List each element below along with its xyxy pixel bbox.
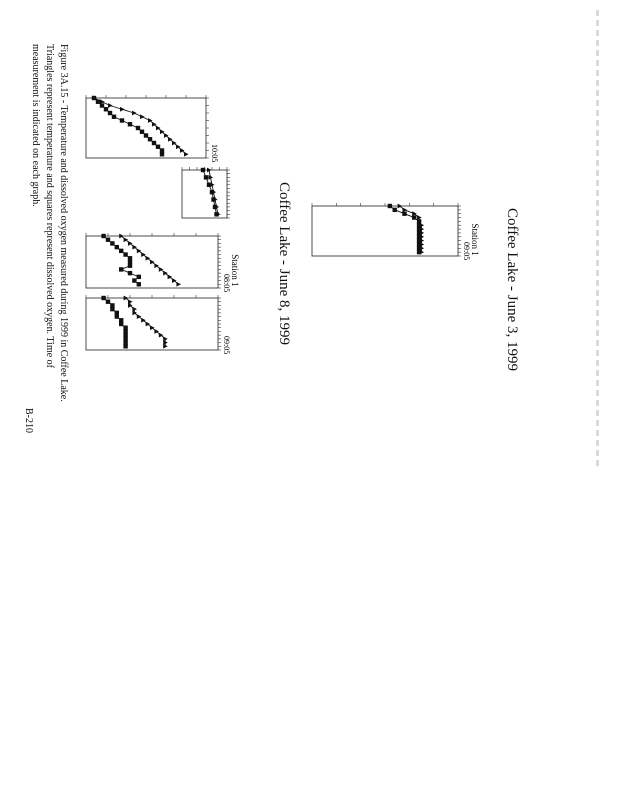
- data-point-square: [207, 183, 211, 187]
- data-point-square: [106, 238, 110, 242]
- station-time: 09:05: [222, 336, 231, 355]
- data-point-triangle: [216, 212, 221, 217]
- data-point-square: [108, 111, 112, 115]
- data-point-square: [115, 311, 119, 315]
- data-point-square: [115, 245, 119, 249]
- data-point-square: [137, 275, 141, 279]
- data-point-square: [388, 204, 392, 208]
- data-point-triangle: [168, 274, 173, 279]
- station-title: Station 1: [470, 223, 480, 256]
- data-point-triangle: [420, 242, 425, 247]
- data-point-square: [119, 318, 123, 322]
- data-point-square: [214, 212, 218, 216]
- data-point-square: [123, 337, 127, 341]
- data-point-square: [417, 235, 421, 239]
- station-time: 08:05: [222, 274, 231, 293]
- data-point-triangle: [137, 248, 142, 253]
- data-point-triangle: [154, 263, 159, 268]
- data-point-triangle: [163, 336, 168, 341]
- data-point-square: [96, 100, 100, 104]
- data-point-square: [156, 145, 160, 149]
- data-point-triangle: [402, 207, 407, 212]
- data-point-triangle: [159, 333, 164, 338]
- data-point-square: [101, 234, 105, 238]
- data-point-triangle: [420, 238, 425, 243]
- data-point-square: [402, 211, 406, 215]
- data-point-square: [110, 307, 114, 311]
- data-point-square: [417, 219, 421, 223]
- series-line-1: [126, 298, 166, 346]
- data-point-square: [100, 103, 104, 107]
- station-time: 09:05: [462, 242, 471, 261]
- data-point-square: [123, 326, 127, 330]
- data-point-triangle: [417, 219, 422, 224]
- chart-frame: [86, 236, 218, 288]
- data-point-square: [160, 152, 164, 156]
- data-point-square: [204, 175, 208, 179]
- data-point-square: [144, 133, 148, 137]
- data-point-triangle: [156, 126, 161, 131]
- data-point-square: [393, 208, 397, 212]
- data-point-square: [136, 126, 140, 130]
- data-point-square: [140, 130, 144, 134]
- data-point-square: [128, 264, 132, 268]
- series-line-0: [94, 98, 162, 154]
- data-point-square: [119, 267, 123, 271]
- data-point-square: [210, 190, 214, 194]
- data-point-square: [123, 252, 127, 256]
- data-point-square: [132, 278, 136, 282]
- title-june8: Coffee Lake - June 8, 1999: [276, 182, 292, 346]
- data-point-square: [417, 223, 421, 227]
- data-point-triangle: [163, 340, 168, 345]
- series-line-0: [104, 298, 126, 346]
- data-point-square: [417, 242, 421, 246]
- series-line-0: [203, 170, 217, 214]
- data-point-square: [123, 344, 127, 348]
- data-point-square: [101, 296, 105, 300]
- data-point-triangle: [184, 152, 189, 157]
- data-point-square: [120, 118, 124, 122]
- data-point-triangle: [420, 223, 425, 228]
- data-point-triangle: [420, 246, 425, 251]
- series-line-1: [209, 170, 218, 214]
- data-point-triangle: [420, 250, 425, 255]
- data-point-triangle: [148, 118, 153, 123]
- data-point-triangle: [132, 111, 137, 116]
- data-point-triangle: [150, 325, 155, 330]
- data-point-triangle: [209, 175, 214, 180]
- data-point-triangle: [417, 215, 422, 220]
- data-point-square: [119, 322, 123, 326]
- data-point-triangle: [210, 182, 215, 187]
- data-point-triangle: [132, 310, 137, 315]
- data-point-triangle: [172, 141, 177, 146]
- data-point-triangle: [128, 303, 133, 308]
- chart-frame: [86, 98, 206, 158]
- data-point-square: [123, 329, 127, 333]
- data-point-triangle: [213, 197, 218, 202]
- data-point-triangle: [146, 256, 151, 261]
- data-point-square: [128, 256, 132, 260]
- station-title: Station 1: [230, 254, 240, 287]
- data-point-square: [119, 249, 123, 253]
- data-point-triangle: [207, 168, 212, 173]
- data-point-triangle: [420, 234, 425, 239]
- data-point-triangle: [119, 234, 124, 239]
- data-point-triangle: [124, 237, 129, 242]
- data-point-triangle: [140, 114, 145, 119]
- data-point-triangle: [163, 344, 168, 349]
- data-point-triangle: [120, 107, 125, 112]
- data-point-square: [123, 340, 127, 344]
- data-point-square: [417, 250, 421, 254]
- data-point-triangle: [176, 144, 181, 149]
- scan-header-strip: [596, 10, 599, 470]
- data-point-square: [106, 300, 110, 304]
- data-point-square: [115, 314, 119, 318]
- chart-frame: [182, 170, 227, 218]
- data-point-square: [92, 96, 96, 100]
- data-point-triangle: [150, 260, 155, 265]
- data-point-square: [128, 122, 132, 126]
- data-point-square: [148, 137, 152, 141]
- data-point-triangle: [163, 271, 168, 276]
- data-point-triangle: [412, 211, 417, 216]
- data-point-triangle: [168, 137, 173, 142]
- data-point-triangle: [146, 322, 151, 327]
- data-point-triangle: [152, 122, 157, 127]
- chart-frame: [312, 206, 458, 256]
- station-time: 10:05: [210, 144, 219, 163]
- series-line-1: [94, 98, 186, 154]
- chart-frame: [86, 298, 218, 350]
- data-point-square: [412, 215, 416, 219]
- data-point-square: [417, 238, 421, 242]
- data-point-square: [110, 241, 114, 245]
- data-point-triangle: [100, 99, 105, 104]
- data-point-triangle: [159, 267, 164, 272]
- data-point-triangle: [176, 282, 181, 287]
- data-point-triangle: [141, 318, 146, 323]
- data-point-triangle: [108, 103, 113, 108]
- data-point-triangle: [160, 129, 165, 134]
- data-point-square: [104, 107, 108, 111]
- figure-caption: Figure 3A.15 - Temperature and dissolved oxygen measured during 1999 in Coffee Lake. Triangles represent temperature and squares represent dissolved oxygen. Time of measurement is indicated on each graph.: [30, 44, 69, 402]
- data-point-square: [112, 115, 116, 119]
- data-point-square: [417, 231, 421, 235]
- data-point-square: [128, 260, 132, 264]
- data-point-triangle: [420, 227, 425, 232]
- data-point-square: [417, 246, 421, 250]
- series-line-0: [390, 206, 419, 252]
- data-point-triangle: [92, 96, 97, 101]
- data-point-triangle: [212, 190, 217, 195]
- data-point-square: [213, 205, 217, 209]
- data-point-square: [128, 271, 132, 275]
- data-point-triangle: [132, 307, 137, 312]
- data-point-square: [137, 282, 141, 286]
- data-point-square: [152, 141, 156, 145]
- data-point-triangle: [141, 252, 146, 257]
- series-line-1: [121, 236, 178, 284]
- data-point-triangle: [420, 231, 425, 236]
- data-point-triangle: [132, 245, 137, 250]
- data-point-square: [211, 197, 215, 201]
- data-point-triangle: [137, 314, 142, 319]
- page-number: B-210: [23, 408, 34, 433]
- data-point-triangle: [398, 204, 403, 209]
- data-point-square: [417, 227, 421, 231]
- data-point-triangle: [128, 241, 133, 246]
- data-point-triangle: [180, 148, 185, 153]
- data-point-triangle: [215, 205, 220, 210]
- data-point-triangle: [172, 278, 177, 283]
- series-line-1: [400, 206, 422, 252]
- data-point-triangle: [164, 133, 169, 138]
- data-point-triangle: [154, 329, 159, 334]
- data-point-square: [201, 168, 205, 172]
- data-point-square: [123, 333, 127, 337]
- data-point-square: [110, 303, 114, 307]
- data-point-square: [160, 148, 164, 152]
- data-point-triangle: [124, 296, 129, 301]
- title-june3: Coffee Lake - June 3, 1999: [504, 208, 520, 372]
- data-point-triangle: [128, 299, 133, 304]
- series-line-0: [104, 236, 139, 284]
